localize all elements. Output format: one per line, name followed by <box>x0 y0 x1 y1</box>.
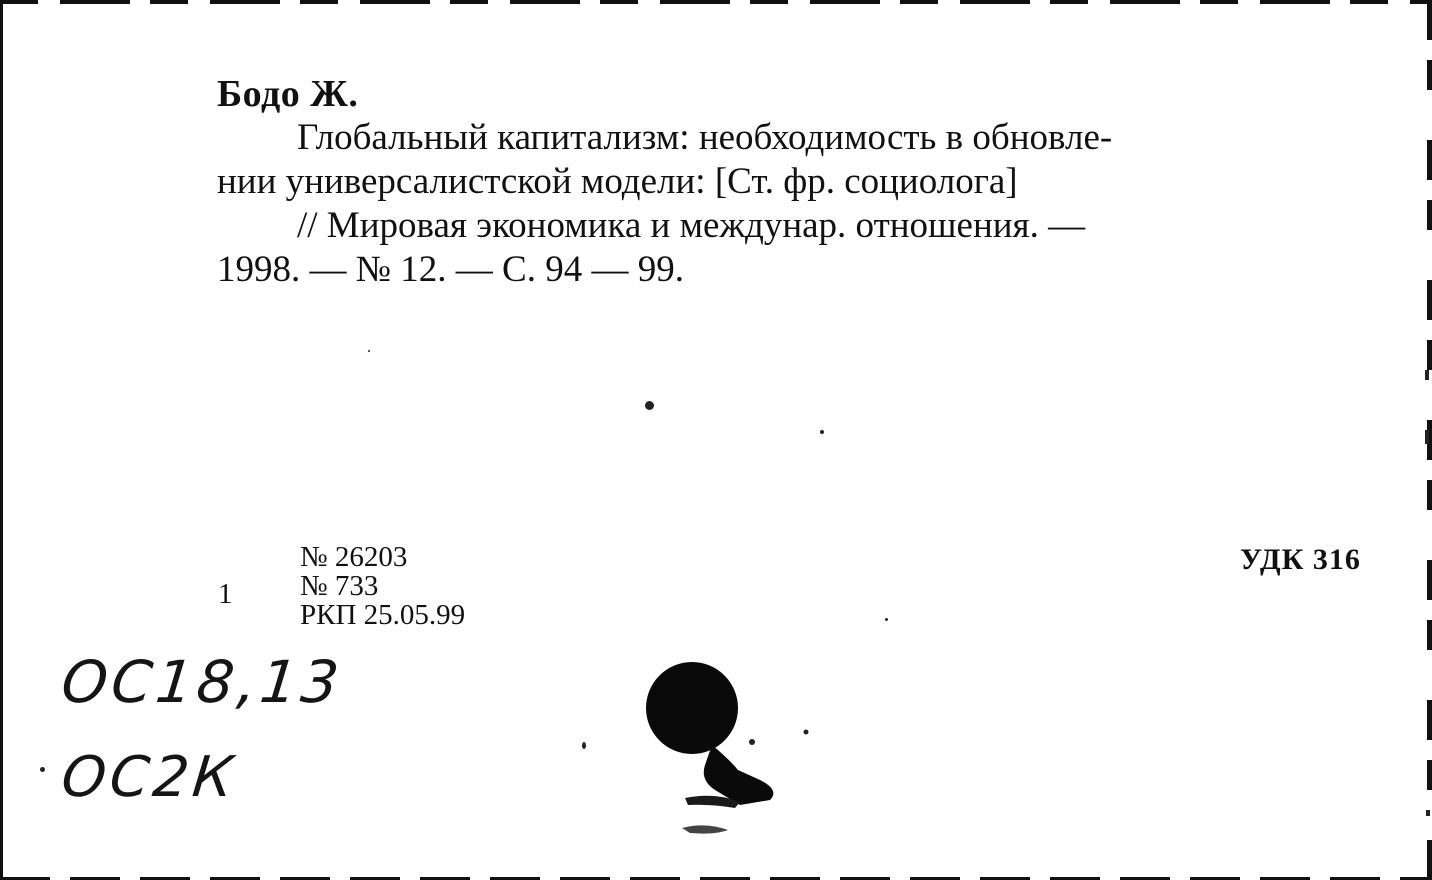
handwritten-shelf-code: ОС18,13 <box>58 648 346 716</box>
card-edge-top <box>0 0 1432 4</box>
source-line: // Мировая экономика и междунар. отношения. — <box>297 205 1086 246</box>
bibliographic-description <box>217 116 1367 292</box>
scan-speck <box>1425 430 1429 444</box>
scan-speck <box>582 742 586 749</box>
handwritten-location-code: ОС2К <box>58 745 240 810</box>
scan-speck <box>1425 370 1429 380</box>
author-name: Бодо Ж. <box>217 73 359 115</box>
rkp-date: РКП 25.05.99 <box>300 599 466 631</box>
scan-speck <box>1426 810 1430 816</box>
registration-number-1: № 26203 <box>300 541 408 573</box>
copy-number: 1 <box>218 578 233 610</box>
scan-speck <box>885 618 888 621</box>
title-line-1: Глобальный капитализм: необходимость в обновле- <box>297 117 1113 158</box>
scan-speck <box>40 767 45 772</box>
registration-numbers <box>300 543 465 630</box>
scan-speck <box>645 401 654 410</box>
title-line-2: нии универсалистской модели: [Ст. фр. социолога] <box>217 161 1018 202</box>
scan-speck <box>820 430 824 434</box>
registration-number-2: № 733 <box>300 570 379 602</box>
udk-code: УДК 316 <box>1240 543 1361 576</box>
issue-line: 1998. — № 12. — С. 94 — 99. <box>217 249 684 290</box>
punch-hole-blot <box>620 640 820 880</box>
scan-speck <box>368 350 370 352</box>
card-edge-left <box>0 0 3 880</box>
